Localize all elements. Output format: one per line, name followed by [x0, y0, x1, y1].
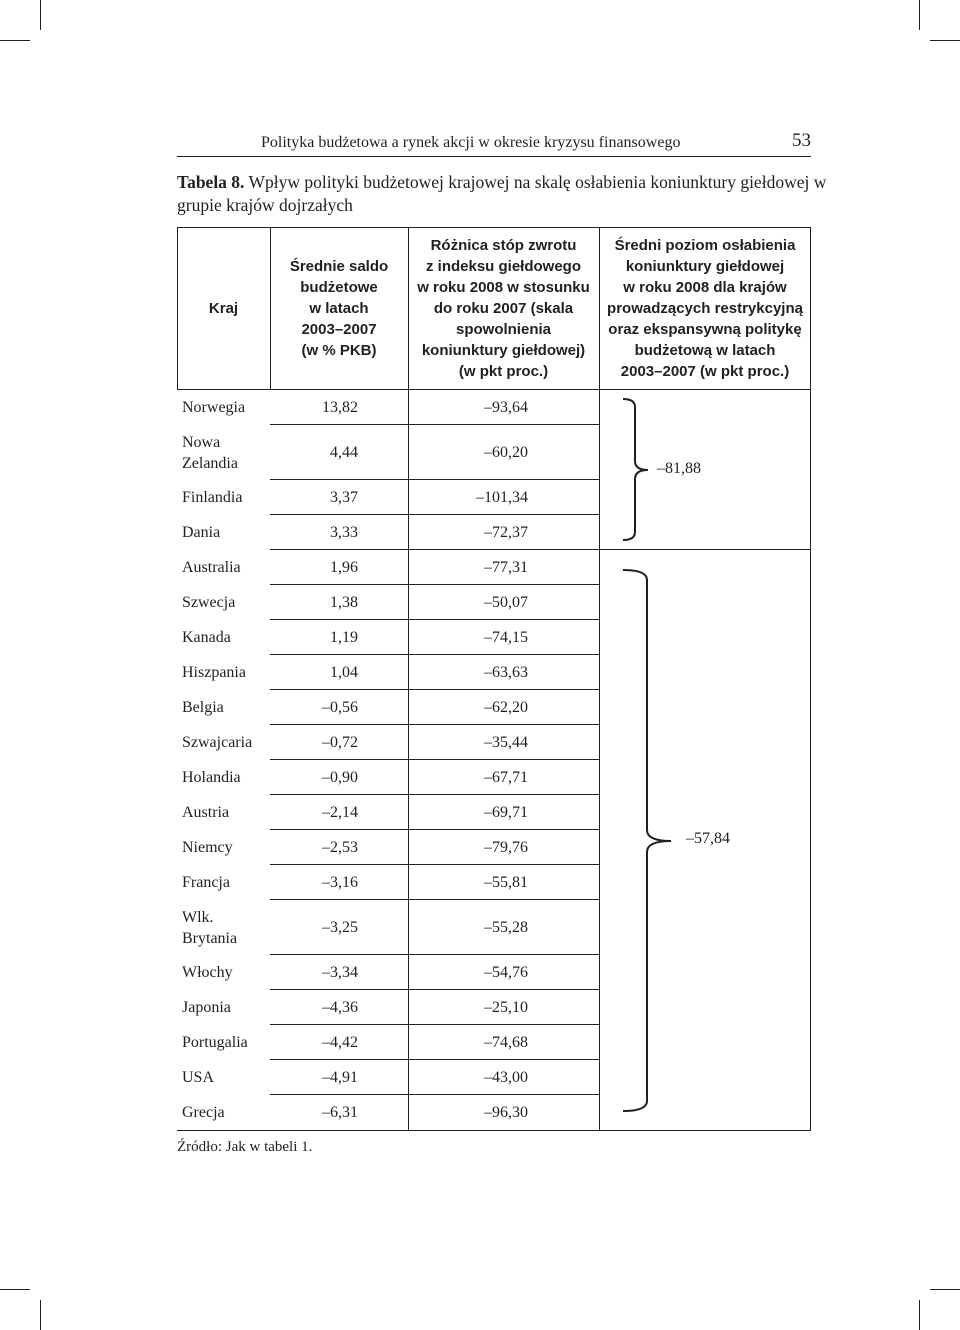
group-average-restrictive: –81,88	[657, 460, 701, 477]
table-cell-roznica: –96,30	[484, 1104, 528, 1121]
table-cell-kraj: Włochy	[182, 964, 233, 981]
table-cell-roznica: –69,71	[484, 804, 528, 821]
table-cell-kraj: Szwecja	[182, 594, 236, 611]
table-cell-kraj: Belgia	[182, 699, 224, 716]
table-caption	[177, 171, 827, 217]
table-cell-roznica: –93,64	[484, 399, 528, 416]
table-cell-kraj: Wlk. Brytania	[182, 908, 238, 947]
table-cell-roznica: –55,81	[484, 874, 528, 891]
brace-expansive	[623, 570, 671, 1111]
table-cell-kraj: Norwegia	[182, 399, 246, 416]
table-cell-roznica: –54,76	[484, 964, 528, 981]
table-cell-roznica: –72,37	[484, 524, 528, 541]
table-caption-text: Wpływ polityki budżetowej krajowej na skalę osłabienia koniunktury giełdowej w grupie krajów dojrzałych	[177, 172, 827, 215]
table-cell-saldo: –2,14	[322, 804, 358, 821]
group-average-expansive: –57,84	[686, 830, 730, 847]
table-cell-kraj: Grecja	[182, 1104, 225, 1121]
table-cell-saldo: –0,72	[322, 734, 358, 751]
table-cell-kraj: Dania	[182, 524, 221, 541]
crop-mark	[919, 1300, 920, 1330]
table-cell-saldo: –4,91	[322, 1069, 358, 1086]
table-cell-saldo: 1,96	[330, 559, 358, 576]
table-cell-kraj: Finlandia	[182, 489, 243, 506]
table-cell-roznica: –101,34	[476, 489, 528, 506]
table-cell-saldo: –4,42	[322, 1034, 358, 1051]
table-cell-kraj: Kanada	[182, 629, 231, 646]
table-cell-kraj: Niemcy	[182, 839, 233, 856]
running-head-title: Polityka budżetowa a rynek akcji w okresie kryzysu finansowego	[261, 134, 681, 151]
table-cell-saldo: –4,36	[322, 999, 358, 1016]
table-cell-kraj: Nowa Zelandia	[182, 433, 238, 472]
table-cell-roznica: –50,07	[484, 594, 528, 611]
table-cell-kraj: Holandia	[182, 769, 241, 786]
table-cell-roznica: –60,20	[484, 444, 528, 461]
table-cell-kraj: Japonia	[182, 999, 231, 1016]
table-source: Źródło: Jak w tabeli 1.	[177, 1139, 313, 1155]
table-cell-saldo: 1,04	[330, 664, 358, 681]
table-cell-saldo: 13,82	[322, 399, 358, 416]
table-cell-roznica: –43,00	[484, 1069, 528, 1086]
table-cell-roznica: –74,68	[484, 1034, 528, 1051]
crop-mark	[919, 0, 920, 30]
table-cell-kraj: Francja	[182, 874, 230, 891]
data-table	[177, 227, 811, 1131]
table-cell-roznica: –55,28	[484, 919, 528, 936]
brace-restrictive	[623, 399, 648, 540]
table-cell-saldo: –6,31	[322, 1104, 358, 1121]
table-cell-saldo: 1,19	[330, 629, 358, 646]
table-cell-roznica: –79,76	[484, 839, 528, 856]
table-cell-kraj: Portugalia	[182, 1034, 248, 1051]
header-sredni-poziom: Średni poziom osłabienia koniunktury giełdowej w roku 2008 dla krajów prowadzących restrykcyjną oraz ekspansywną politykę budżetową w latach 2003–2007 (w pkt proc.)	[607, 236, 803, 380]
table-caption-label: Tabela 8.	[177, 172, 245, 192]
table-cell-roznica: –35,44	[484, 734, 528, 751]
table-cell-kraj: Szwajcaria	[182, 734, 253, 751]
crop-mark	[930, 40, 960, 41]
header-roznica: Różnica stóp zwrotu z indeksu giełdowego w roku 2008 w stosunku do roku 2007 (skala spowolnienia koniunktury giełdowej) (w pkt proc.)	[417, 236, 590, 380]
crop-mark	[40, 0, 41, 30]
table-cell-saldo: –0,90	[322, 769, 358, 786]
table-cell-saldo: 3,37	[330, 489, 358, 506]
table-cell-saldo: 3,33	[330, 524, 358, 541]
table-cell-kraj: Austria	[182, 804, 230, 821]
crop-mark	[930, 1289, 960, 1290]
table-cell-roznica: –62,20	[484, 699, 528, 716]
table-cell-roznica: –77,31	[484, 559, 528, 576]
header-kraj: Kraj	[208, 299, 239, 317]
table-cell-saldo: –2,53	[322, 839, 358, 856]
crop-mark	[0, 40, 30, 41]
page-number: 53	[792, 130, 811, 151]
table-cell-saldo: 1,38	[330, 594, 358, 611]
table-cell-roznica: –74,15	[484, 629, 528, 646]
table-cell-kraj: Hiszpania	[182, 664, 246, 681]
table-cell-kraj: Australia	[182, 559, 241, 576]
running-head	[177, 128, 811, 157]
table-cell-roznica: –67,71	[484, 769, 528, 786]
table-cell-kraj: USA	[182, 1069, 215, 1086]
table-cell-saldo: –3,25	[322, 919, 358, 936]
table-cell-saldo: 4,44	[330, 444, 358, 461]
table-cell-saldo: –3,16	[322, 874, 358, 891]
table-cell-roznica: –25,10	[484, 999, 528, 1016]
crop-mark	[0, 1289, 30, 1290]
crop-mark	[40, 1300, 41, 1330]
table-cell-saldo: –3,34	[322, 964, 358, 981]
table-cell-saldo: –0,56	[322, 699, 358, 716]
header-saldo: Średnie saldo budżetowe w latach 2003–2007 (w % PKB)	[289, 257, 389, 359]
table-cell-roznica: –63,63	[484, 664, 528, 681]
